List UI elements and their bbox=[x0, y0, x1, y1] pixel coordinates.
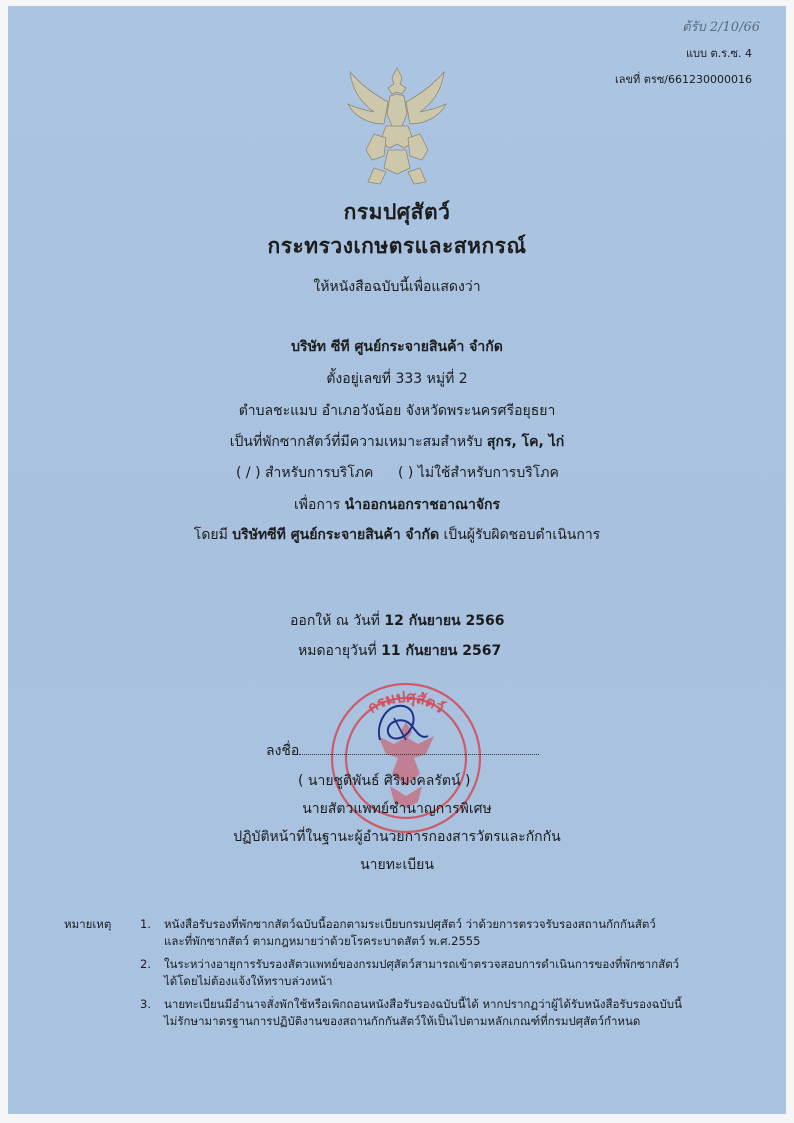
note-number: 3. bbox=[140, 997, 151, 1011]
signer-position: นายสัตวแพทย์ชำนาญการพิเศษ bbox=[302, 801, 492, 817]
note-line: นายทะเบียนมีอำนาจสั่งพักใช้หรือเพิกถอนหนังสือรับรองฉบับนี้ได้ หากปรากฏว่าผู้ได้รับหนังสือรับรองฉบับนี้ bbox=[164, 997, 682, 1011]
expiry-prefix: หมดอายุวันที่ bbox=[298, 643, 377, 659]
issued-prefix: ออกให้ ณ วันที่ bbox=[290, 613, 380, 629]
signer-name: ( นายชูติพันธ์ ศิริมงคลรัตน์ ) bbox=[298, 773, 471, 789]
note-number: 1. bbox=[140, 917, 151, 931]
company-name: บริษัท ซีที ศูนย์กระจายสินค้า จำกัด bbox=[291, 339, 503, 355]
signature-line bbox=[266, 740, 539, 762]
signer-registrar-role: นายทะเบียน bbox=[360, 857, 434, 873]
suitability-prefix: เป็นที่พักซากสัตว์ที่มีความเหมาะสมสำหรับ bbox=[229, 434, 483, 450]
note-number: 2. bbox=[140, 957, 151, 971]
suitability-line bbox=[8, 431, 786, 453]
option-consumption: ( / ) สำหรับการบริโภค bbox=[236, 465, 374, 481]
operator-prefix: โดยมี bbox=[193, 527, 228, 543]
certificate-page bbox=[8, 6, 786, 1114]
purpose-prefix: เพื่อการ bbox=[293, 497, 341, 513]
operator-line bbox=[8, 524, 786, 546]
expiry-date: 11 กันยายน 2567 bbox=[381, 643, 502, 659]
garuda-emblem-icon bbox=[344, 64, 450, 188]
purpose-value: นำออกนอกราชอาณาจักร bbox=[344, 497, 501, 513]
note-item bbox=[140, 996, 760, 1030]
option-non-consumption: ( ) ไม่ใช้สำหรับการบริโภค bbox=[398, 465, 559, 481]
operator-suffix: เป็นผู้รับผิดชอบดำเนินการ bbox=[443, 527, 601, 543]
intro-text: ให้หนังสือฉบับนี้เพื่อแสดงว่า bbox=[313, 279, 481, 295]
ministry-title: กระทรวงเกษตรและสหกรณ์ bbox=[267, 234, 527, 258]
operator-name: บริษัทซีที ศูนย์กระจายสินค้า จำกัด bbox=[232, 527, 440, 543]
handwritten-received-note: ต้รับ 2/10/66 bbox=[682, 20, 760, 35]
note-item bbox=[140, 956, 760, 990]
note-line: ได้โดยไม่ต้องแจ้งให้ทราบล่วงหน้า bbox=[164, 974, 333, 988]
note-line: หนังสือรับรองที่พักซากสัตว์ฉบับนี้ออกตามระเบียบกรมปศุสัตว์ ว่าด้วยการตรวจรับรองสถานกักกันสัตว์ bbox=[164, 917, 656, 931]
issued-date: 12 กันยายน 2566 bbox=[384, 613, 505, 629]
document-number: เลขที่ ตรซ/661230000016 bbox=[615, 73, 752, 86]
note-item bbox=[140, 916, 760, 950]
stamp-text: กรมปศุสัตว์ bbox=[364, 687, 448, 717]
suitability-animals: สุกร, โค, ไก่ bbox=[486, 434, 565, 450]
note-line: และที่พักซากสัตว์ ตามกฎหมายว่าด้วยโรคระบาดสัตว์ พ.ศ.2555 bbox=[164, 934, 481, 948]
note-line: ในระหว่างอายุการรับรองสัตวแพทย์ของกรมปศุสัตว์สามารถเข้าตรวจสอบการดำเนินการของที่พักซากสัตว์ bbox=[164, 957, 680, 971]
purpose-line bbox=[8, 494, 786, 516]
sign-label: ลงชื่อ bbox=[266, 743, 300, 759]
expiry-date-line bbox=[298, 640, 501, 662]
address-line-2: ตำบลชะแมบ อำเภอวังน้อย จังหวัดพระนครศรีอยุธยา bbox=[238, 403, 556, 419]
form-code: แบบ ต.ร.ซ. 4 bbox=[685, 47, 752, 60]
notes-list bbox=[140, 916, 760, 1030]
signer-acting-role: ปฏิบัติหน้าที่ในฐานะผู้อำนวยการกองสารวัตรและกักกัน bbox=[233, 829, 561, 845]
note-line: ไม่รักษามาตรฐานการปฏิบัติงานของสถานกักกันสัตว์ให้เป็นไปตามหลักเกณฑ์ที่กรมปศุสัตว์กำหนด bbox=[164, 1014, 641, 1028]
notes-label: หมายเหตุ bbox=[64, 917, 112, 931]
signature-dotted-line bbox=[299, 742, 539, 755]
department-title: กรมปศุสัตว์ bbox=[343, 200, 451, 224]
issued-date-line bbox=[290, 610, 504, 632]
address-line-1: ตั้งอยู่เลขที่ 333 หมู่ที่ 2 bbox=[326, 371, 468, 387]
